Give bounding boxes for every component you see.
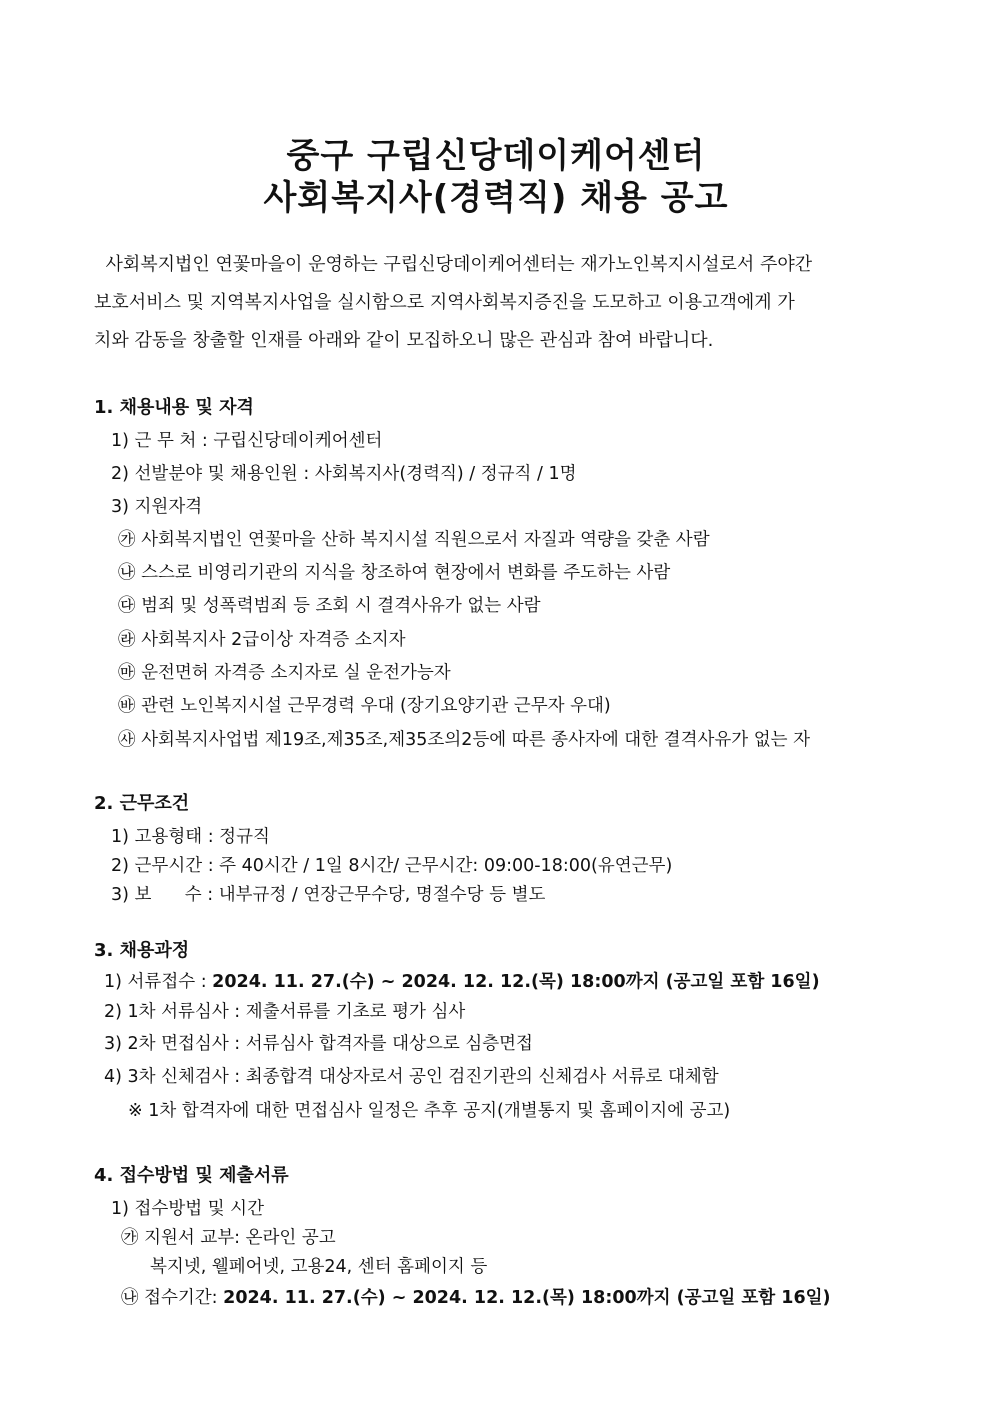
intro-line: 치와 감동을 창출할 인재를 아래와 같이 모집하오니 많은 관심과 참여 바랍니다. [94,330,714,351]
qualification-item: ㉰ 범죄 및 성폭력범죄 등 조회 시 결격사유가 없는 사람 [118,596,541,616]
submission-item [121,1286,831,1310]
list-item [104,970,820,994]
list-item: 3) 지원자격 [111,497,203,517]
intro-line: 보호서비스 및 지역복지사업을 실시함으로 지역사회복지증진을 도모하고 이용고객에게 가 [94,292,795,313]
list-item: 2) 근무시간 : 주 40시간 / 1일 8시간/ 근무시간: 09:00-18:00(유연근무) [111,856,673,876]
application-period: 2024. 11. 27.(수) ~ 2024. 12. 12.(목) 18:00까지 (공고일 포함 16일) [212,972,820,992]
list-item: 2) 1차 서류심사 : 제출서류를 기초로 평가 심사 [104,1002,466,1022]
list-item: 4) 3차 신체검사 : 최종합격 대상자로서 공인 검진기관의 신체검사 서류로 대체함 [104,1067,719,1087]
qualification-item: ㉱ 사회복지사 2급이상 자격증 소지자 [118,630,406,650]
section-heading: 2. 근무조건 [94,793,190,814]
list-item-label: 1) 서류접수 : [104,972,213,992]
qualification-item: ㉲ 운전면허 자격증 소지자로 실 운전가능자 [118,663,451,683]
submission-period: 2024. 11. 27.(수) ~ 2024. 12. 12.(목) 18:00까지 (공고일 포함 16일) [223,1288,831,1308]
notice-title-line1: 중구 구립신당데이케어센터 [286,136,706,176]
list-item: 1) 고용형태 : 정규직 [111,827,270,847]
section-heading: 4. 접수방법 및 제출서류 [94,1165,289,1186]
section-heading: 1. 채용내용 및 자격 [94,397,254,418]
list-item: 3) 2차 면접심사 : 서류심사 합격자를 대상으로 심층면접 [104,1034,533,1054]
qualification-item: ㉯ 스스로 비영리기관의 지식을 창조하여 현장에서 변화를 주도하는 사람 [118,563,671,583]
submission-item-detail: 복지넷, 웰페어넷, 고용24, 센터 홈페이지 등 [150,1257,488,1277]
list-item: 1) 접수방법 및 시간 [111,1199,264,1219]
qualification-item: ㉳ 관련 노인복지시설 근무경력 우대 (장기요양기관 근무자 우대) [118,696,611,716]
qualification-item: ㉮ 사회복지법인 연꽃마을 산하 복지시설 직원으로서 자질과 역량을 갖춘 사람 [118,530,710,550]
list-item: 2) 선발분야 및 채용인원 : 사회복지사(경력직) / 정규직 / 1명 [111,464,577,484]
note-text: ※ 1차 합격자에 대한 면접심사 일정은 추후 공지(개별통지 및 홈페이지에 공고) [128,1101,731,1121]
submission-label: ㉯ 접수기간: [121,1288,224,1308]
section-heading: 3. 채용과정 [94,940,190,961]
list-item: 1) 근 무 처 : 구립신당데이케어센터 [111,431,383,451]
list-item: 3) 보 수 : 내부규정 / 연장근무수당, 명절수당 등 별도 [111,885,546,905]
submission-item: ㉮ 지원서 교부: 온라인 공고 [121,1228,336,1248]
intro-paragraph [94,246,900,360]
intro-line: 사회복지법인 연꽃마을이 운영하는 구립신당데이케어센터는 재가노인복지시설로서 주야간 [94,254,813,275]
qualification-item: ㉴ 사회복지사업법 제19조,제35조,제35조의2등에 따른 종사자에 대한 결격사유가 없는 자 [118,730,811,750]
notice-title-line2: 사회복지사(경력직) 채용 공고 [263,178,729,218]
